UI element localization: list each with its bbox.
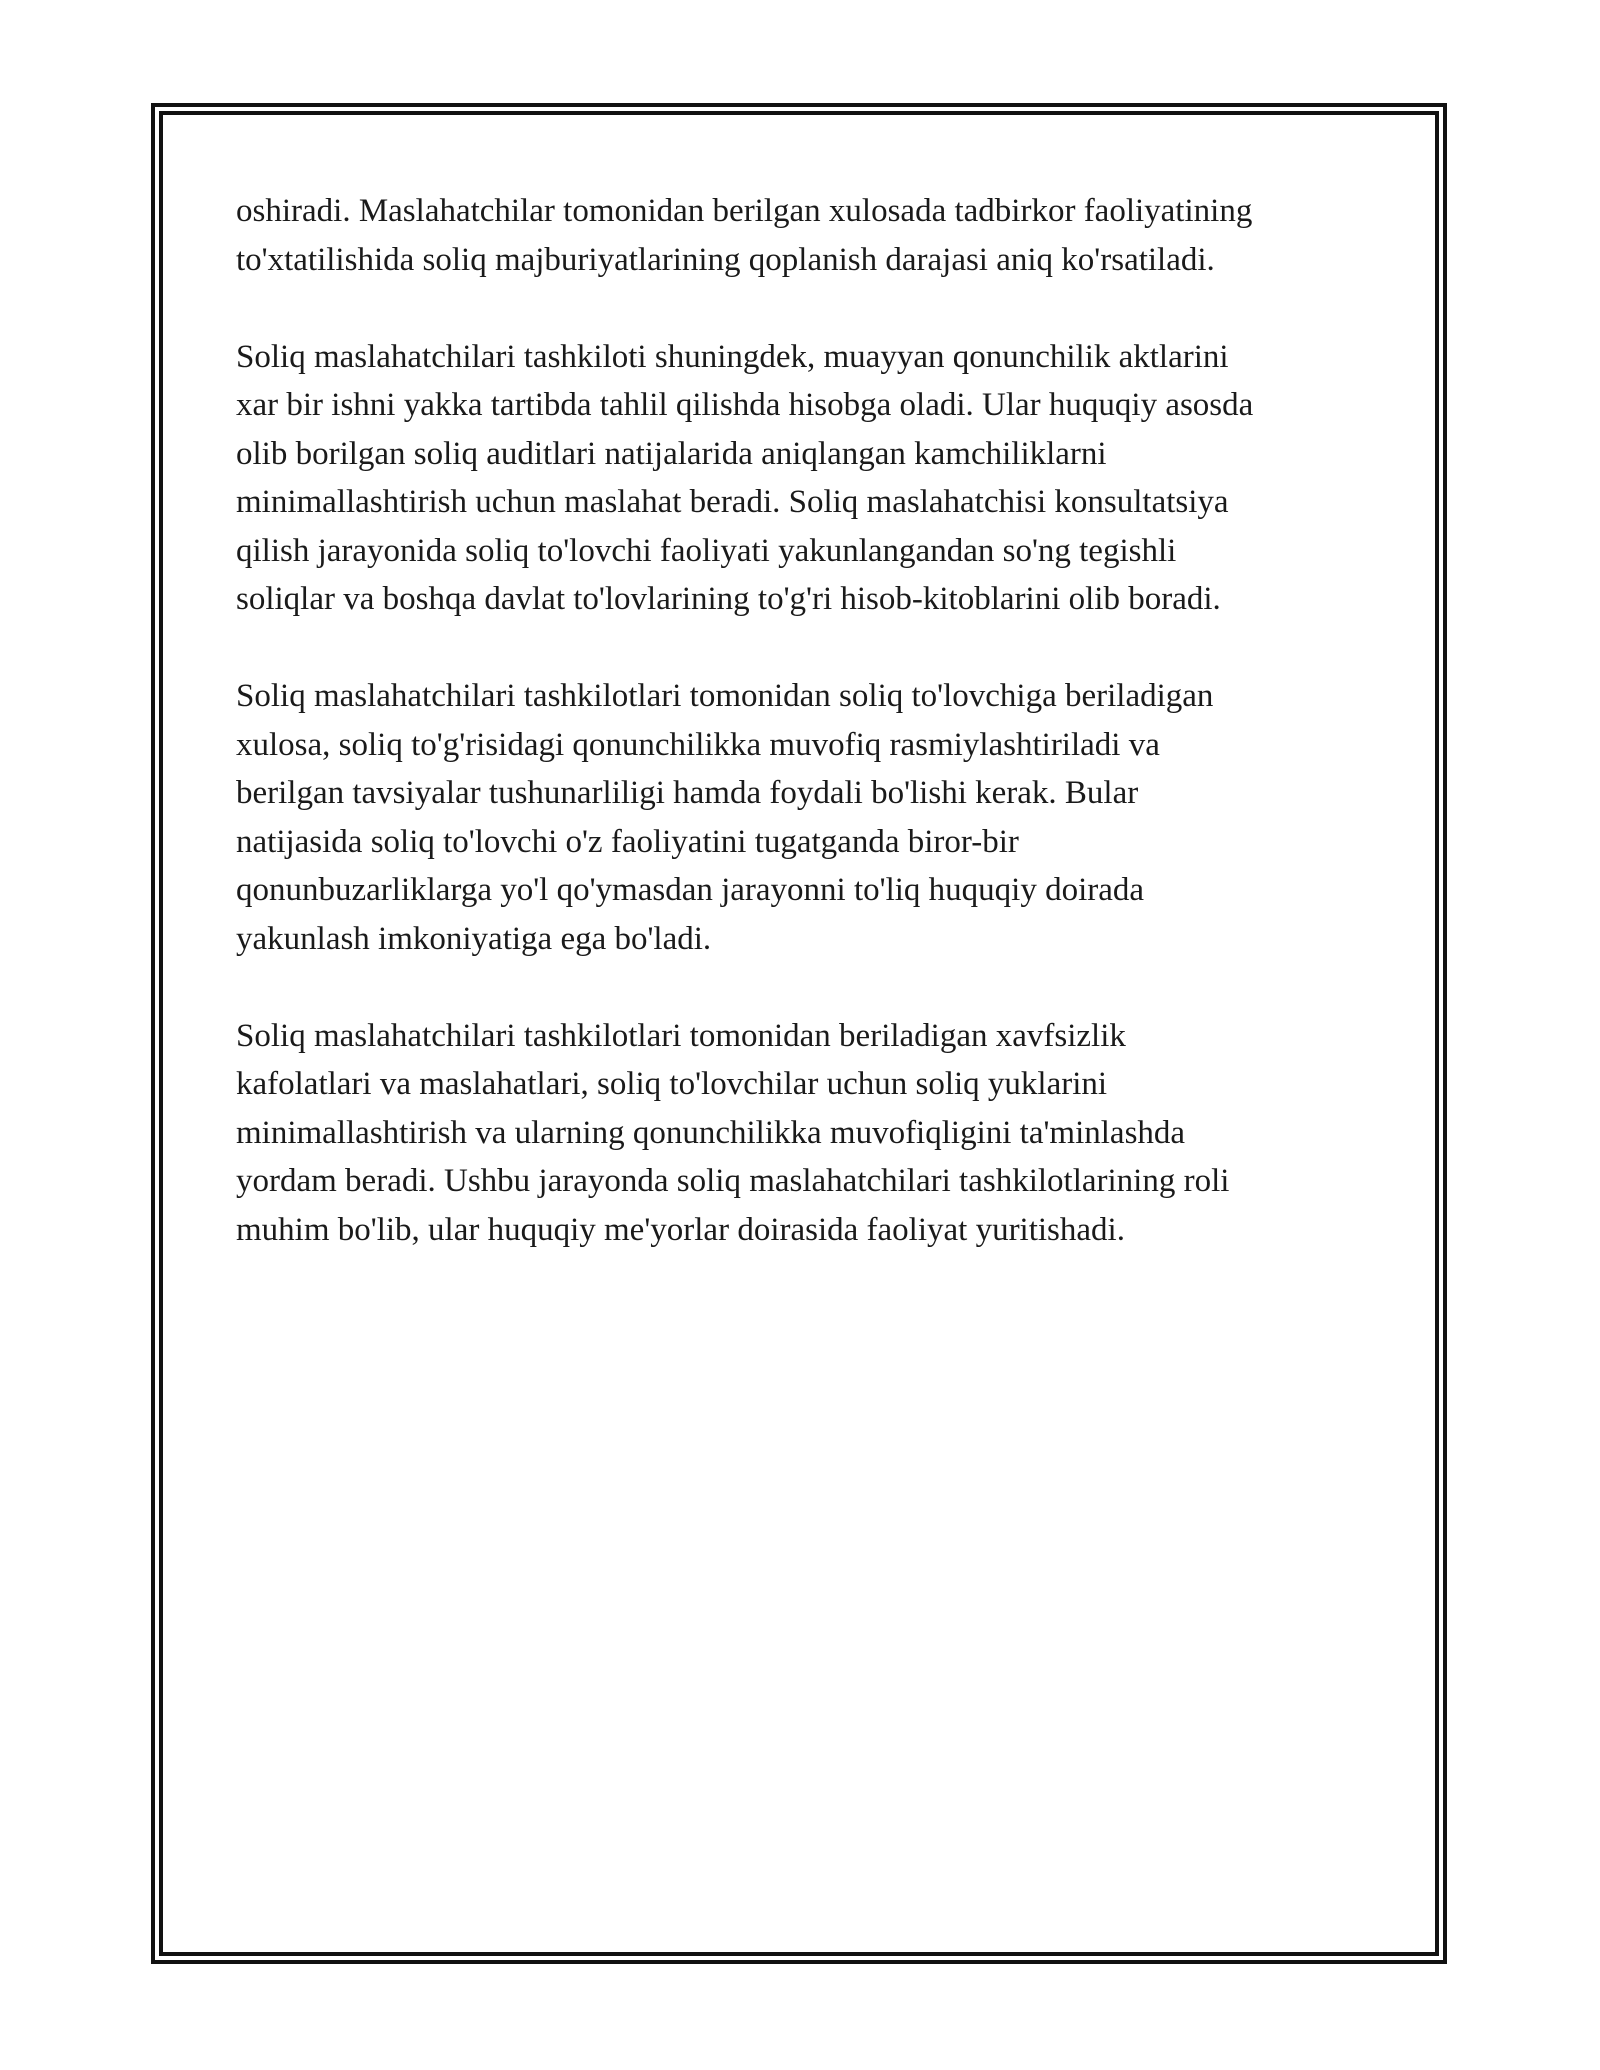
text-line: olib borilgan soliq auditlari natijalarida aniqlangan kamchiliklarni (236, 435, 1107, 472)
text-line: qonunbuzarliklarga yo'l qo'ymasdan jarayonni to'liq huquqiy doirada (236, 872, 1145, 908)
text-line: muhim bo'lib, ular huquqiy me'yorlar doirasida faoliyat yuritishadi. (236, 1211, 1125, 1248)
text-line: soliqlar va boshqa davlat to'lovlarining to'g'ri hisob-kitoblarini olib boradi. (236, 581, 1221, 617)
text-line: yakunlash imkoniyatiga ega bo'ladi. (236, 920, 712, 957)
text-line: Soliq maslahatchilari tashkilotlari tomonidan beriladigan xavfsizlik (236, 1017, 1126, 1054)
text-line: qilish jarayonida soliq to'lovchi faoliyati yakunlangandan so'ng tegishli (236, 532, 1177, 569)
document-body (236, 187, 1376, 1303)
text-line: minimallashtirish uchun maslahat beradi. Soliq maslahatchisi konsultatsiya (236, 484, 1229, 520)
text-line: Soliq maslahatchilari tashkilotlari tomonidan soliq to'lovchiga beriladigan (236, 678, 1214, 714)
paragraph-2 (236, 333, 1376, 624)
text-line: kafolatlari va maslahatlari, soliq to'lovchilar uchun soliq yuklarini (236, 1066, 1108, 1102)
paragraph-3 (236, 672, 1376, 963)
text-line: berilgan tavsiyalar tushunarliligi hamda foydali bo'lishi kerak. Bular (236, 775, 1139, 811)
text-line: minimallashtirish va ularning qonunchilikka muvofiqligini ta'minlashda (236, 1114, 1186, 1151)
text-line: xar bir ishni yakka tartibda tahlil qilishda hisobga oladi. Ular huquqiy asosda (236, 387, 1254, 423)
text-line: to'xtatilishida soliq majburiyatlarining qoplanish darajasi aniq ko'rsatiladi. (236, 241, 1215, 278)
text-line: oshiradi. Maslahatchilar tomonidan berilgan xulosada tadbirkor faoliyatining (236, 193, 1253, 229)
text-line: Soliq maslahatchilari tashkiloti shuningdek, muayyan qonunchilik aktlarini (236, 338, 1229, 375)
text-line: yordam beradi. Ushbu jarayonda soliq maslahatchilari tashkilotlarining roli (236, 1163, 1230, 1199)
text-line: xulosa, soliq to'g'risidagi qonunchilikka muvofiq rasmiylashtiriladi va (236, 726, 1160, 763)
text-line: natijasida soliq to'lovchi o'z faoliyatini tugatganda biror-bir (236, 823, 1019, 860)
paragraph-4 (236, 1012, 1376, 1255)
paragraph-1 (236, 187, 1376, 284)
